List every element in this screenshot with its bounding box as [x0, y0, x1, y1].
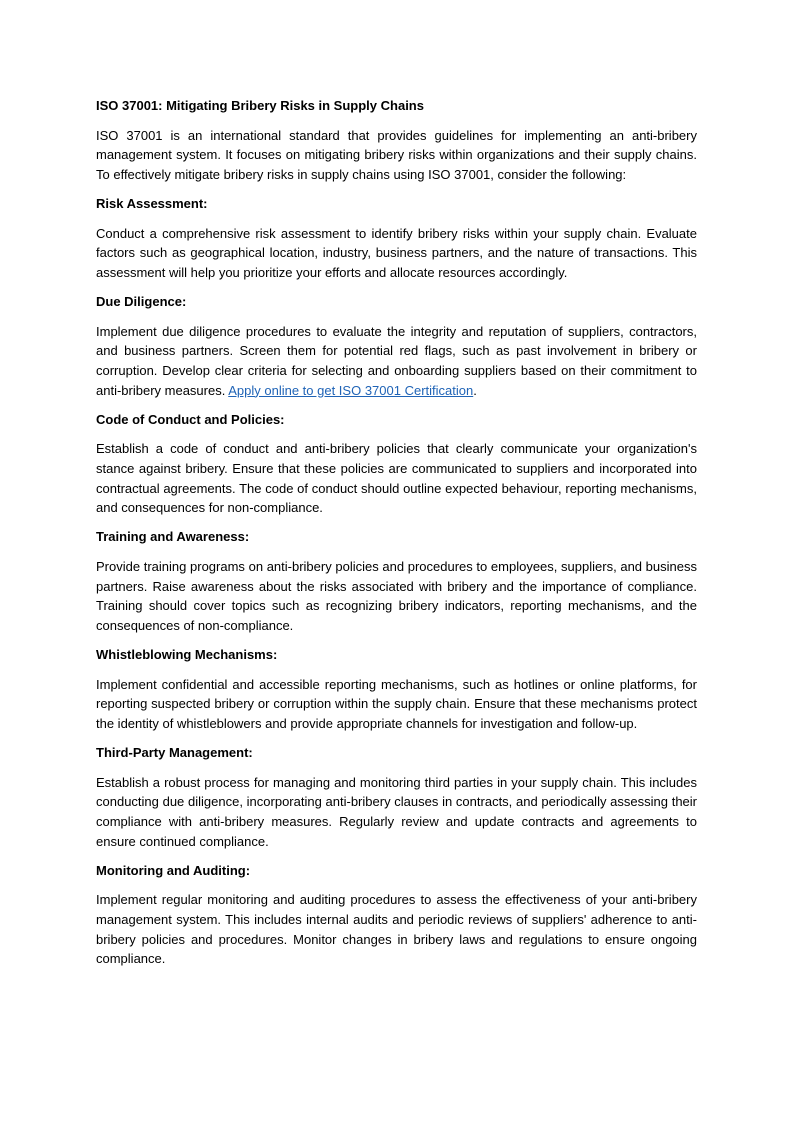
section-body-whistleblowing: Implement confidential and accessible reporting mechanisms, such as hotlines or online platforms, for reporting suspected bribery or corruption within the supply chain. Ensure that these mechanisms protect the identity of whistleblowers and provide appropriate channels for investigation and follow-up.	[96, 676, 697, 731]
section-body-due-diligence	[96, 322, 697, 400]
section-heading-training: Training and Awareness:	[96, 529, 250, 545]
section-heading-risk-assessment: Risk Assessment:	[96, 196, 208, 212]
section-heading-code-of-conduct: Code of Conduct and Policies:	[96, 411, 285, 427]
section-heading-whistleblowing: Whistleblowing Mechanisms:	[96, 647, 278, 663]
section-body-monitoring: Implement regular monitoring and auditing procedures to assess the effectiveness of your anti-bribery management system. This includes internal audits and periodic reviews of suppliers' adherence to anti-bribery policies and procedures. Monitor changes in bribery laws and regulations to ensure ongoing compliance.	[96, 892, 697, 967]
section-heading-third-party: Third-Party Management:	[96, 745, 253, 761]
section-body-risk-assessment: Conduct a comprehensive risk assessment to identify bribery risks within your supply chain. Evaluate factors such as geographical location, industry, business partners, and the nature of transactions. This assessment will help you prioritize your efforts and allocate resources accordingly.	[96, 225, 697, 280]
section-body-code-of-conduct: Establish a code of conduct and anti-bribery policies that clearly communicate your organization's stance against bribery. Ensure that these policies are communicated to suppliers and incorporated into contractual agreements. The code of conduct should outline expected behaviour, reporting mechanisms, and consequences for non-compliance.	[96, 441, 697, 516]
intro-paragraph: ISO 37001 is an international standard that provides guidelines for implementing an anti-bribery management system. It focuses on mitigating bribery risks within organizations and their supply chains. To effectively mitigate bribery risks in supply chains using ISO 37001, consider the following:	[96, 127, 697, 182]
section-body-training: Provide training programs on anti-bribery policies and procedures to employees, suppliers, and business partners. Raise awareness about the risks associated with bribery and the importance of compliance. Training should cover topics such as recognizing bribery indicators, reporting mechanisms, and the consequences of non-compliance.	[96, 559, 697, 633]
document-title: ISO 37001: Mitigating Bribery Risks in Supply Chains	[96, 98, 424, 113]
iso-certification-link[interactable]: Apply online to get ISO 37001 Certification	[228, 382, 474, 398]
section-body-third-party: Establish a robust process for managing and monitoring third parties in your supply chain. This includes conducting due diligence, incorporating anti-bribery clauses in contracts, and periodically assessing their compliance with anti-bribery measures. Regularly review and update contracts and agreements to ensure continued compliance.	[96, 774, 697, 849]
section-heading-monitoring: Monitoring and Auditing:	[96, 862, 251, 878]
link-trailing-period: .	[473, 382, 477, 398]
section-heading-due-diligence: Due Diligence:	[96, 294, 187, 310]
due-diligence-text: Implement due diligence procedures to evaluate the integrity and reputation of suppliers, contractors, and business partners. Screen them for potential red flags, such as past involvement in bribery or corruption. Develop clear criteria for selecting and onboarding suppliers based on their commitment to anti-bribery measures.	[96, 323, 697, 398]
document-page	[96, 96, 697, 978]
